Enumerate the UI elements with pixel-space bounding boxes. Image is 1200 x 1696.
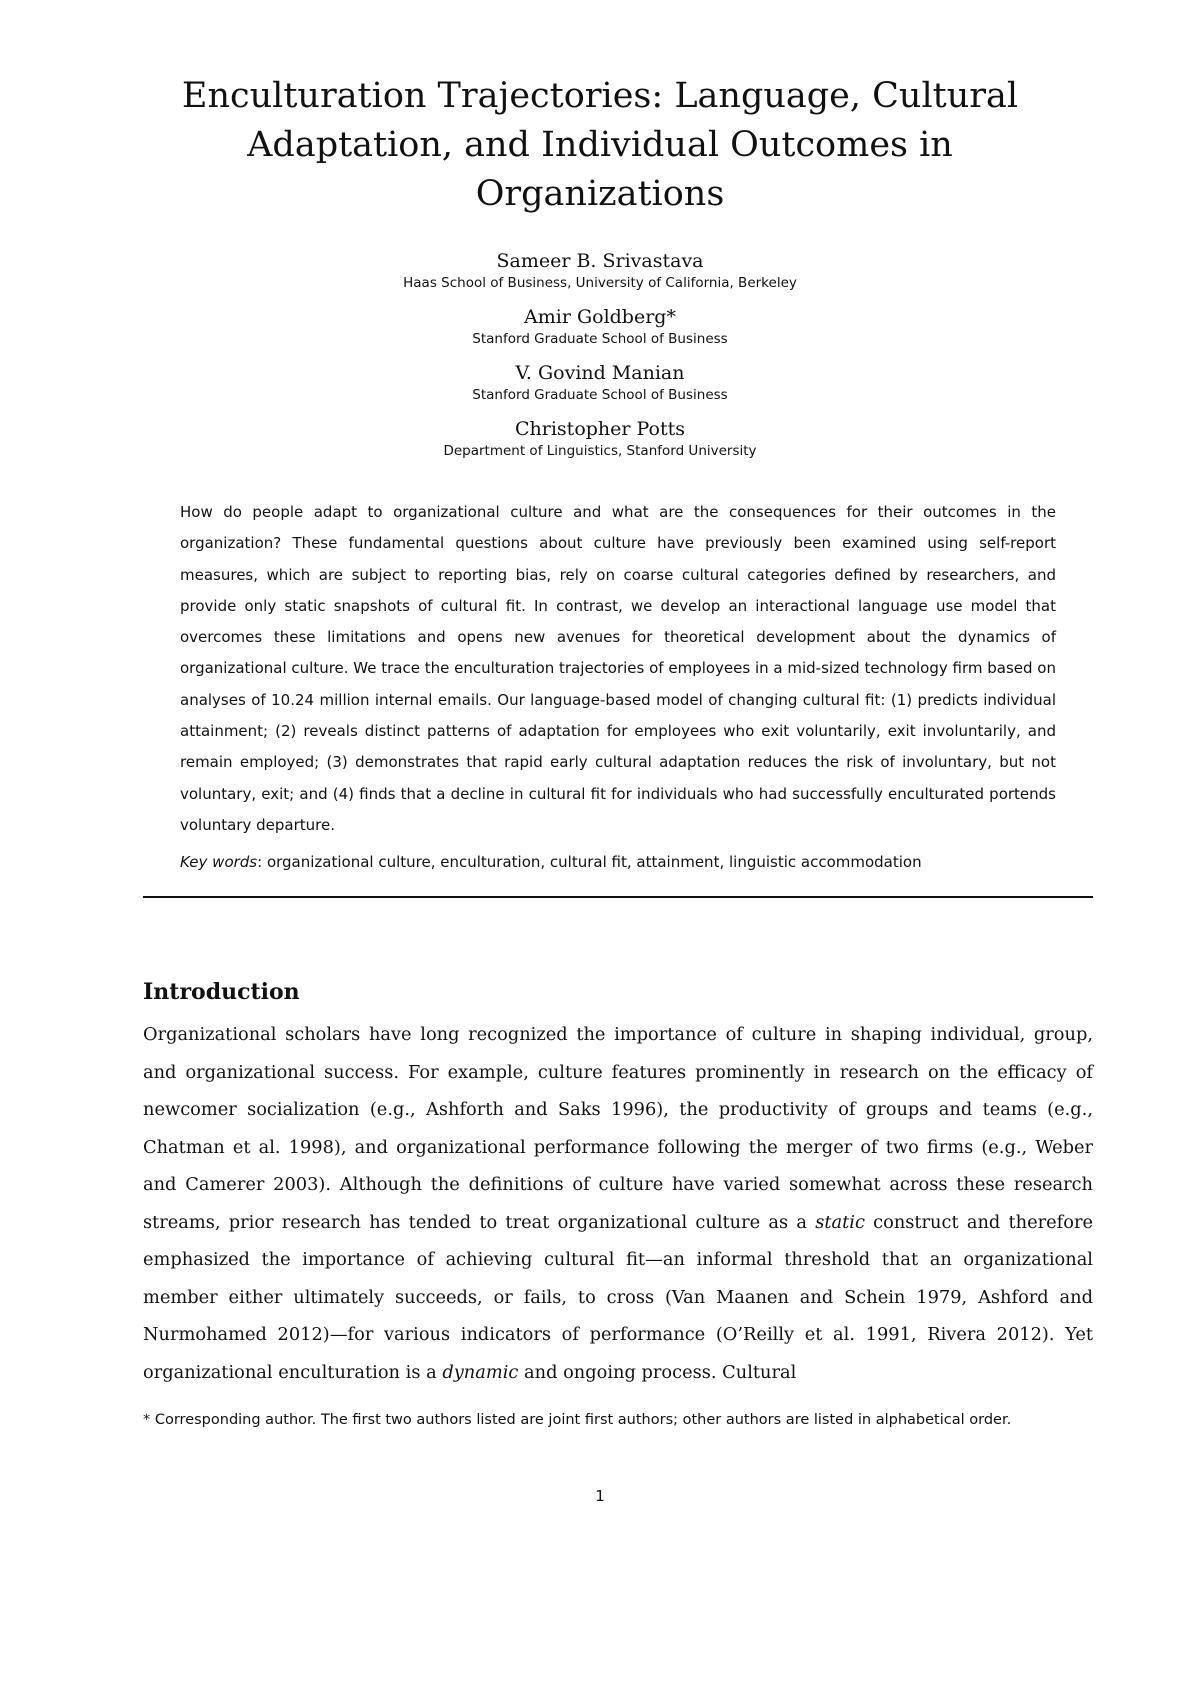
section-divider [143,896,1093,898]
keywords-list: : organizational culture, enculturation, cultural fit, attainment, linguistic accommodation [257,853,922,871]
author-name: Christopher Potts [515,418,685,440]
paper-title: Enculturation Trajectories: Language, Cultural Adaptation, and Individual Outcomes in Organizations [181,76,1019,214]
author-block [200,248,1000,472]
section-heading-introduction: Introduction [143,979,300,1005]
author-name: V. Govind Manian [515,362,685,384]
author-affiliation: Stanford Graduate School of Business [472,331,728,347]
body-text-segment: Organizational scholars have long recognized the importance of culture in shaping individual, group, and organizational success. For example, culture features prominently in research on the efficacy of newcomer socialization (e.g., Ashforth and Saks 1996), the productivity of groups and teams (e.g., Chatman et al. 1998), and organizational performance following the merger of two firms (e.g., Weber and Camerer 2003). Although the definitions of culture have varied somewhat across these research streams, prior research has tended to treat organizational culture as a [143,1024,1093,1233]
introduction-paragraph [143,1016,1093,1391]
author-name: Amir Goldberg* [524,306,676,328]
emphasis-static: static [815,1211,865,1233]
keywords [180,851,1056,873]
footnote: * Corresponding author. The first two authors listed are joint first authors; other authors are listed in alphabetical order. [143,1412,1012,1428]
author-name: Sameer B. Srivastava [496,250,704,272]
page-number: 1 [595,1487,605,1505]
author-affiliation: Stanford Graduate School of Business [472,387,728,403]
author-affiliation: Haas School of Business, University of California, Berkeley [403,275,797,291]
abstract: How do people adapt to organizational culture and what are the consequences for their outcomes in the organization? These fundamental questions about culture have previously been examined using self-report measures, which are subject to reporting bias, rely on coarse cultural categories defined by researchers, and provide only static snapshots of cultural fit. In contrast, we develop an interactional language use model that overcomes these limitations and opens new avenues for theoretical development about the dynamics of organizational culture. We trace the enculturation trajectories of employees in a mid-sized technology firm based on analyses of 10.24 million internal emails. Our language-based model of changing cultural fit: (1) predicts individual attainment; (2) reveals distinct patterns of adaptation for employees who exit voluntarily, exit involuntarily, and remain employed; (3) demonstrates that rapid early cultural adaptation reduces the risk of involuntary, but not voluntary, exit; and (4) finds that a decline in cultural fit for individuals who had successfully enculturated portends voluntary departure. [180,503,1056,834]
author-affiliation: Department of Linguistics, Stanford University [443,443,757,459]
keywords-label: Key words [180,853,258,871]
body-text-segment: and ongoing process. Cultural [518,1361,797,1383]
emphasis-dynamic: dynamic [442,1361,519,1383]
body-text-segment: construct and therefore emphasized the importance of achieving cultural fit—an informal threshold that an organizational member either ultimately succeeds, or fails, to cross (Van Maanen and Schein 1979, Ashford and Nurmohamed 2012)—for various indicators of performance (O’Reilly et al. 1991, Rivera 2012). Yet organizational enculturation is a [143,1211,1093,1383]
